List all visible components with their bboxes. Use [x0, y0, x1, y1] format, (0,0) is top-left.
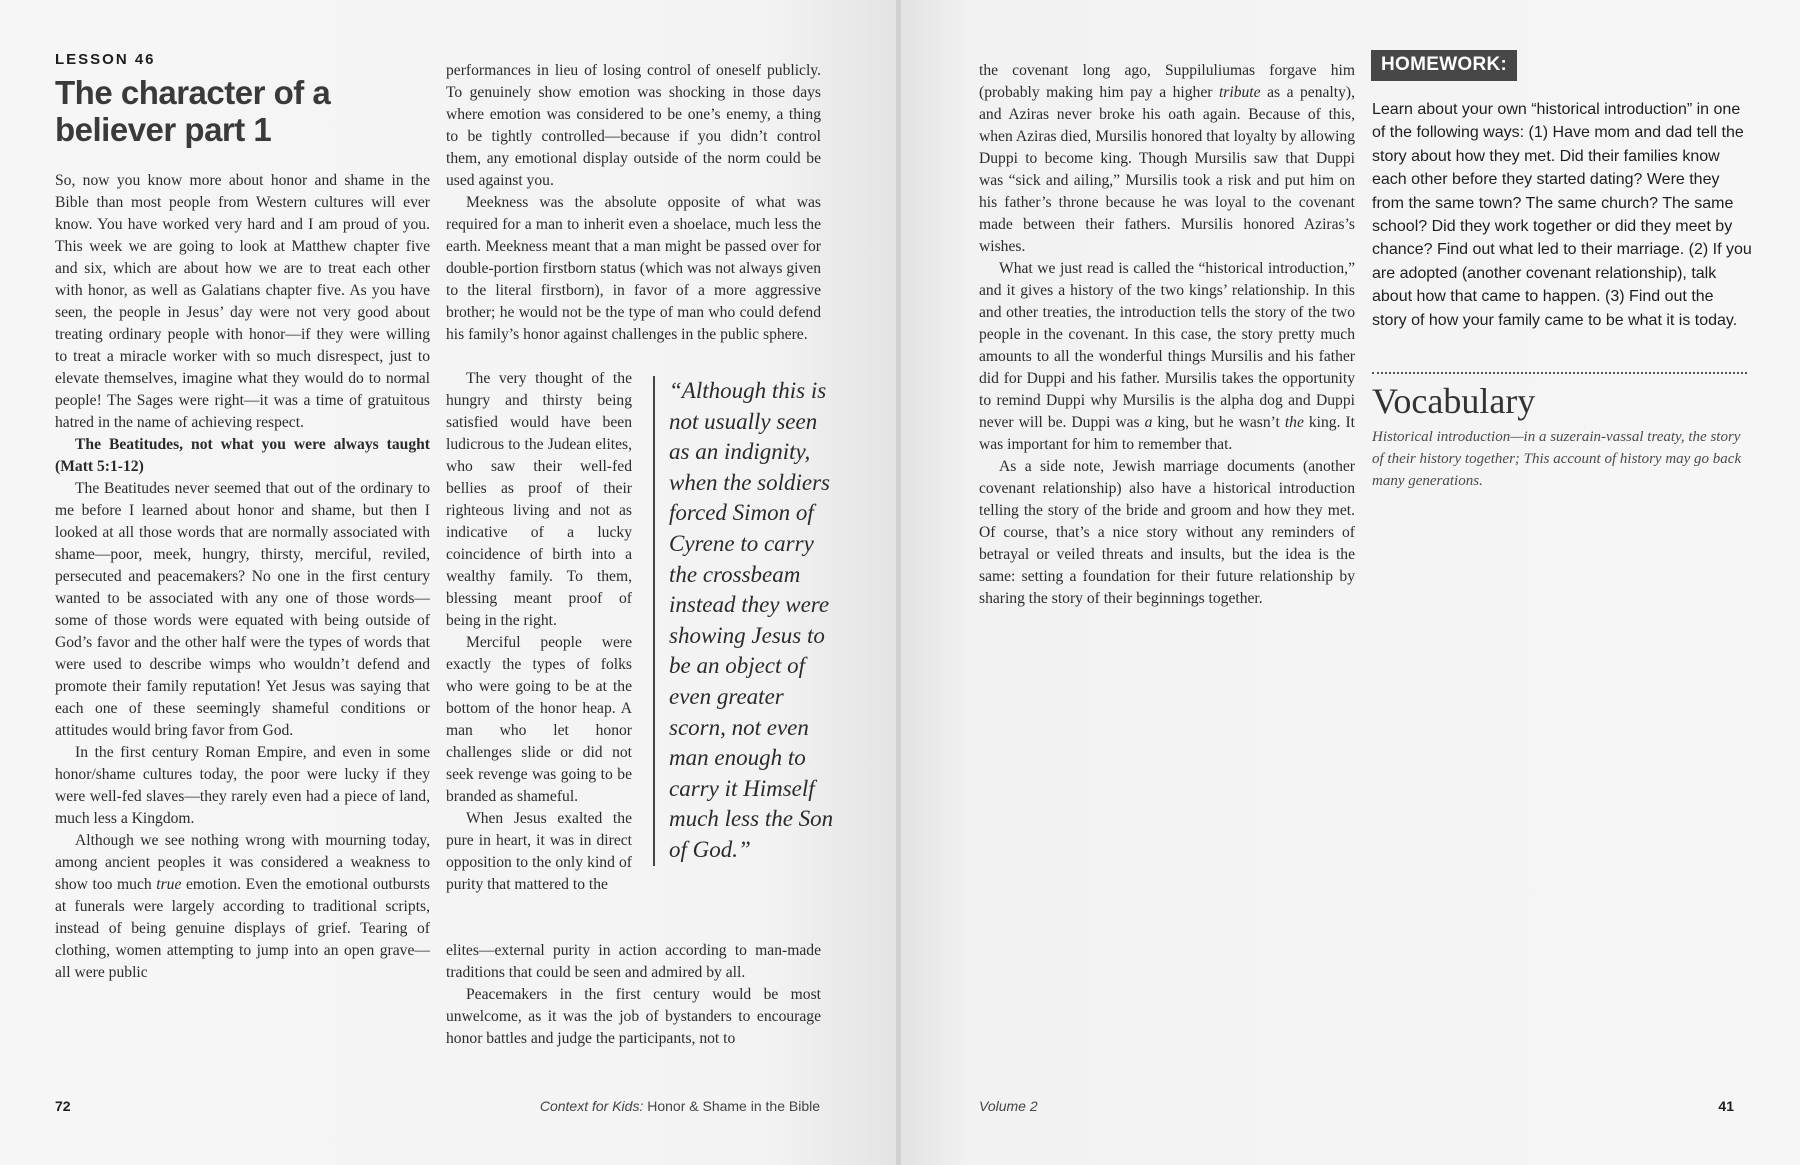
page-number: 41 [1718, 1098, 1734, 1114]
vocabulary-heading: Vocabulary [1372, 381, 1536, 421]
body-paragraph: performances in lieu of losing control of oneself publicly. To genuinely show emotion was shocking in those days where emotion was considered to be one’s enemy, a thing to be tightly controlled—because if you didn’t control them, any emotional display outside of the norm could be used against you. [446, 62, 821, 189]
body-paragraph: the covenant long ago, Suppiluliumas forgave him (probably making him pay a higher tribute as a penalty), and Aziras never broke his oath again. Because of this, when Aziras died, Mursilis honored that loyalty by allowing Duppi to become king. Though Mursilis saw that Duppi was “sick and ailing,” Mursilis took a risk and put him on his father’s throne because he was loyal to the covenant made between their fathers. Mursilis honored Aziras’s wishes. [979, 62, 1355, 255]
body-paragraph: Merciful people were exactly the types of folks who were going to be at the bottom of the honor heap. A man who let honor challenges slide or did not seek revenge was going to be branded as shameful. [446, 634, 632, 805]
body-paragraph: Although we see nothing wrong with mourning today, among ancient peoples it was considered a weakness to show too much true emotion. Even the emotional outbursts at funerals were largely according to traditional scripts, instead of being genuine displays of grief. Tearing of clothing, women attempting to jump into an open grave—all were public [55, 832, 430, 981]
right-column-1 [979, 60, 1355, 610]
lesson-title: The character of a believer part 1 [55, 74, 331, 148]
left-column-2-bottom [446, 940, 821, 1050]
section-heading: The Beatitudes, not what you were always taught (Matt 5:1-12) [55, 436, 430, 475]
page-number: 72 [55, 1098, 71, 1114]
left-page [0, 0, 899, 1165]
left-column-1 [55, 170, 430, 984]
running-footer: Context for Kids: Honor & Shame in the Bible [539, 1098, 820, 1114]
vocabulary-definition: Historical introduction—in a suzerain-vassal treaty, the story of their history together; This account of history may go back many generations. [1372, 429, 1742, 489]
dotted-divider [1372, 372, 1747, 374]
body-paragraph: In the first century Roman Empire, and even in some honor/shame cultures today, the poor were lucky if they were well-fed slaves—they rarely even had a piece of land, much less a Kingdom. [55, 744, 430, 827]
body-paragraph: When Jesus exalted the pure in heart, it was in direct opposition to the only kind of purity that mattered to the [446, 810, 632, 893]
body-paragraph: What we just read is called the “historical introduction,” and it gives a history of the two kings’ relationship. In this and other treaties, the introduction tells the story of the two people in the covenant. In this case, the story pretty much amounts to all the wonderful things Mursilis and his father did for Duppi and his father. Mursilis takes the opportunity to remind Duppi why Mursilis is the alpha dog and Duppi never will be. Duppi was a king, but he wasn’t the king. It was important for him to remember that. [979, 260, 1355, 453]
body-paragraph: The Beatitudes never seemed that out of the ordinary to me before I learned about honor and shame, but then I looked at all those words that are normally associated with shame—poor, meek, hungry, thirsty, merciful, reviled, persecuted and peacemakers? No one in the first century wanted to be associated with any one of those words—some of those words were equated with being outside of God’s favor and the other half were the types of words that were used to describe wimps who wouldn’t defend and promote their family reputation! Yet Jesus was saying that each one of these seemingly shameful conditions or attitudes would bring favor from God. [55, 480, 430, 739]
homework-text: Learn about your own “historical introduction” in one of the following ways: (1) Have mom and dad tell the story about how they met. Did their families know each other before they started dating? Were they from the same town? The same church? The same school? Did they work together or did they meet by chance? Find out what led to their marriage. (2) If you are adopted (another covenant relationship), talk about how that came to happen. (3) Find out the story of how your family came to be what it is today. [1372, 101, 1752, 329]
left-column-2-top [446, 60, 821, 346]
body-paragraph: elites—external purity in action according to man-made traditions that could be seen and admired by all. [446, 942, 821, 981]
pull-quote: “Although this is not usually seen as an indignity, when the soldiers forced Simon of Cyrene to carry the crossbeam instead they were showing Jesus to be an object of even greater scorn, not even man enough to carry it Himself much less the Son of God.” [653, 376, 839, 866]
body-paragraph: Meekness was the absolute opposite of what was required for a man to inherit even a shoelace, much less the earth. Meekness meant that a man might be passed over for double-portion firstborn status (which was not always given to the literal firstborn), in favor of a more aggressive brother; he would not be the type of man who could defend his family’s honor against challenges in the public sphere. [446, 194, 821, 343]
homework-badge: HOMEWORK: [1371, 50, 1517, 81]
body-paragraph: The very thought of the hungry and thirsty being satisfied would have been ludicrous to the Judean elites, who saw their well-fed bellies as proof of their righteous living and not as indicative of a lucky coincidence of birth into a wealthy family. To them, blessing meant proof of being in the right. [446, 370, 632, 629]
body-paragraph: Peacemakers in the first century would be most unwelcome, as it was the job of bystanders to encourage honor battles and judge the participants, not to [446, 986, 821, 1047]
intro-paragraph: So, now you know more about honor and shame in the Bible than most people from Western cultures will ever know. You have worked very hard and I am proud of you. This week we are going to look at Matthew chapter five and six, which are about how we are to treat each other with honor, as well as Galatians chapter five. As you have seen, the people in Jesus’ day were not very good about treating ordinary people with honor—if they were willing to treat a miracle worker with so much disrespect, just to elevate themselves, imagine what they would do to normal people! The Sages were right—it was a time of gratuitous hatred in the name of achieving respect. [55, 172, 430, 431]
lesson-label: LESSON 46 [55, 51, 156, 68]
body-paragraph: As a side note, Jewish marriage documents (another covenant relationship) also have a historical introduction telling the story of the bride and groom and how they met. Of course, that’s a nice story without any reminders of betrayal or veiled threats and insults, but the idea is the same: setting a foundation for their future relationship by sharing the story of their beginnings together. [979, 458, 1355, 607]
volume-label: Volume 2 [979, 1098, 1038, 1114]
left-column-2-narrow [446, 368, 632, 896]
